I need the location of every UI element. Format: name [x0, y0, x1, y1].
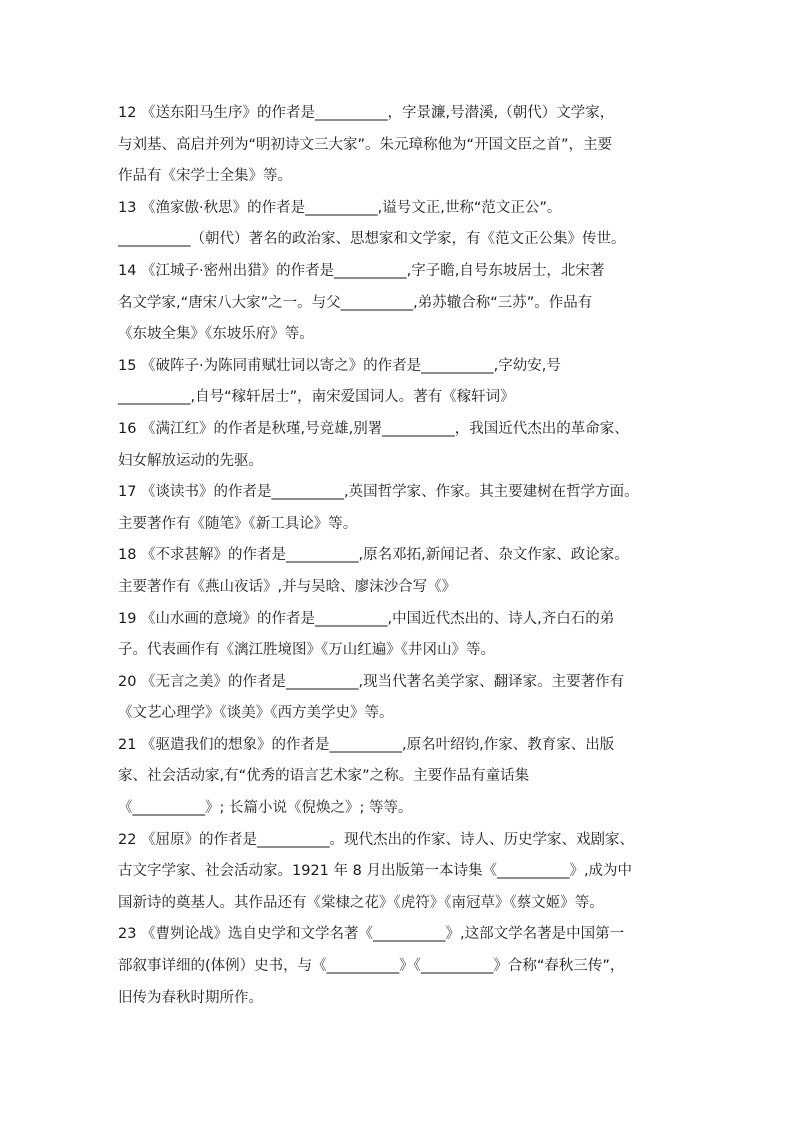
text-line: 21 《驱遣我们的想象》的作者是__________,原名叶绍钧,作家、教育家、出版: [118, 736, 615, 753]
text-line: 16 《满江红》的作者是秋瑾,号竞雄,别署__________，我国近代杰出的革命家、: [118, 420, 629, 437]
text-line: 与刘基、高启并列为“明初诗文三大家”。朱元璋称他为“开国文臣之首”，主要: [118, 136, 613, 153]
text-line: 18 《不求甚解》的作者是__________,原名邓拓,新闻记者、杂文作家、政论家。: [118, 547, 629, 564]
text-line: 《东坡全集》《东坡乐府》等。: [118, 326, 314, 343]
text-line: __________（朝代）著名的政治家、思想家和文学家，有《范文正公集》传世。: [118, 231, 626, 248]
text-line: 子。代表画作有《漓江胜境图》《万山红遍》《井冈山》等。: [118, 642, 495, 659]
text-line: 旧传为春秋时期所作。: [118, 989, 263, 1006]
text-line: 15 《破阵子·为陈同甫赋壮词以寄之》的作者是__________,字幼安,号: [118, 357, 561, 374]
text-line: 17 《谈读书》的作者是__________,英国哲学家、作家。其主要建树在哲学方面。: [118, 484, 639, 501]
text-line: __________,自号“稼轩居士”，南宋爱国词人。著有《稼轩词》: [118, 389, 515, 406]
text-line: 13 《渔家傲·秋思》的作者是__________,谥号文正,世称“范文正公”。: [118, 199, 562, 216]
text-line: 20 《无言之美》的作者是__________,现当代著名美学家、翻译家。主要著作有: [118, 673, 625, 690]
text-line: 作品有《宋学士全集》等。: [118, 168, 292, 185]
text-line: 《文艺心理学》《谈美》《西方美学史》等。: [118, 705, 394, 722]
text-line: 14 《江城子·密州出猎》的作者是__________,字子瞻,自号东坡居士，北宋著: [118, 262, 605, 279]
text-line: 古文字学家、社会活动家。1921 年 8 月出版第一本诗集《__________》,成为中: [118, 863, 633, 880]
text-line: 23 《曹刿论战》选自史学和文学名著《__________》,这部文学名著是中国第一: [118, 926, 625, 943]
text-line: 主要著作有《燕山夜话》,并与吴晗、廖沫沙合写《》: [118, 578, 457, 595]
text-line: 《__________》; 长篇小说《倪焕之》; 等等。: [118, 800, 413, 817]
text-line: 22 《屈原》的作者是__________。现代杰出的作家、诗人、历史学家、戏剧家、: [118, 831, 635, 848]
document-body: [118, 98, 688, 1014]
text-line: 19 《山水画的意境》的作者是__________,中国近代杰出的、诗人,齐白石的弟: [118, 610, 615, 627]
text-line: 名文学家,“唐宋八大家”之一。与父__________,弟苏辙合称“三苏”。作品有: [118, 294, 593, 311]
text-line: 12 《送东阳马生序》的作者是__________，字景濂,号潜溪,（朝代）文学家，: [118, 105, 615, 121]
text-line: 家、社会活动家,有“优秀的语言艺术家”之称。主要作品有童话集: [118, 768, 530, 785]
text-line: 部叙事详细的(体例）史书，与《__________》《__________》合称“春秋三传”，: [118, 958, 625, 975]
text-line: 国新诗的奠基人。其作品还有《棠棣之花》《虎符》《南冠草》《蔡文姬》等。: [118, 894, 604, 911]
text-line: 主要著作有《随笔》《新工具论》等。: [118, 515, 358, 532]
text-line: 妇女解放运动的先驱。: [118, 452, 263, 469]
